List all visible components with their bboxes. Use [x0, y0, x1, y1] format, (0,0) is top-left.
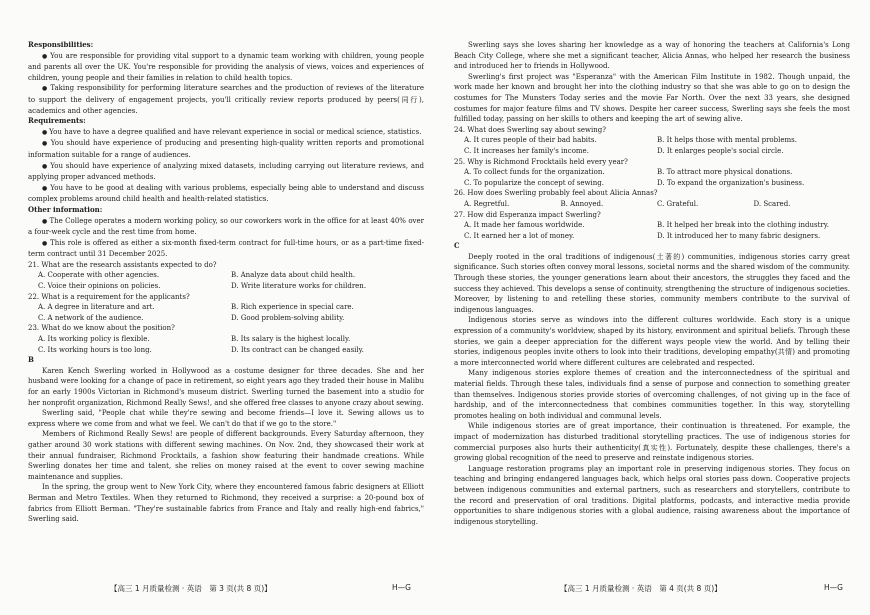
option: A. It made her famous worldwide. [464, 221, 585, 230]
passage-b-paragraph: In the spring, the group went to New York City, where they encountered famous fabric designers at Elliott Berman and Metro Textiles. When they returned to Richmond, they received a surprise: a 20-pound box of fabrics from Elliott Berman. "They're sustainable fabrics from France and Italy and really high-end fabrics," Swerling said. [28, 483, 424, 524]
question-26: 26. How does Swerling probably feel about Alicia Annas? A. Regretful. B. Annoyed. C. Grateful. D. Scared. [454, 188, 850, 209]
requirement-item: ● You should have experience of analyzing mixed datasets, including carrying out literature reviews, and applying proper advanced methods. [28, 161, 424, 183]
question-24: 24. What does Swerling say about sewing? A. It cures people of their bad habits. B. It helps those with mental problems. C. It increases her family's income. D. It enlarges people's social circle. [454, 125, 850, 157]
option: B. To attract more physical donations. [657, 168, 793, 177]
option: D. Its contract can be changed easily. [231, 345, 364, 354]
option: D. Write literature works for children. [231, 282, 367, 291]
option: D. Scared. [753, 199, 791, 208]
option: A. To collect funds for the organization. [464, 168, 605, 177]
passage-c-paragraph: While indigenous stories are of great importance, their continuation is threatened. For example, the impact of modernization has disturbed traditional storytelling practices. The use of indigenous stories for commercial purposes also hurts their authenticity(真实性). Fortunately, despite these challenges, there's a growing global recognition of the need to preserve and reinstate indigenous stories. [454, 422, 850, 463]
page-footer-right: 【高三 1 月质量检测 · 英语 第 4 页(共 8 页)】 [560, 584, 722, 593]
option: A. Regretful. [464, 199, 510, 208]
left-page-column [28, 40, 424, 595]
exam-code-right: H—G [824, 583, 843, 592]
section-b-heading: B [28, 355, 34, 365]
section-c-heading: C [454, 241, 460, 251]
right-page-column [454, 40, 850, 595]
page-footer-left: 【高三 1 月质量检测 · 英语 第 3 页(共 8 页)】 [110, 584, 272, 593]
requirement-item: ● You have to be good at dealing with various problems, especially being able to understand and discuss complex problems around child health and health-related statistics. [28, 183, 424, 205]
passage-c-paragraph: Language restoration programs play an important role in preserving indigenous stories. They focus on teaching and bringing endangered languages back, which helps oral stories pass down. Cooperative projects between indigenous communities and external partners, such as researchers and storytellers, contribute to the record and preservation of oral traditions. Digital platforms, podcasts, and interactive media provide opportunities to share indigenous stories with a global audience, raising awareness about the importance of indigenous storytelling. [454, 464, 850, 526]
option: A. It cures people of their bad habits. [464, 136, 597, 145]
responsibility-item: ● Taking responsibility for performing literature searches and the production of reviews of the literature to support the delivery of engagement projects, you'll critically review reports produced by peers(同行), academics and other agencies. [28, 83, 424, 116]
option: C. It earned her a lot of money. [464, 231, 575, 240]
question-21: 21. What are the research assistants expected to do? A. Cooperate with other agencies. B. Analyze data about child health. C. Voice their opinions on policies. D. Write literature works for children. [28, 260, 424, 292]
option: A. Cooperate with other agencies. [38, 271, 160, 280]
passage-b-paragraph: Swerling said, "People chat while they're sewing and become friends—I love it. Sewing allows us to express where we come from and what we feel. We can't do that if we go to the store." [28, 409, 424, 428]
option: C. To popularize the concept of sewing. [464, 178, 604, 187]
option: C. Its working hours is too long. [38, 345, 152, 354]
passage-b-paragraph: Swerling says she loves sharing her knowledge as a way of honoring the teachers at California's Long Beach City College, where she met a significant teacher, Alicia Annas, who helped her research the business and introduced her to friends in Hollywood. [454, 41, 850, 71]
other-info-item: ● This role is offered as either a six-month fixed-term contract for full-time hours, or as a part-time fixed-term contract until 31 December 2025. [28, 238, 424, 260]
bullet-icon [42, 52, 50, 60]
passage-c-paragraph: Deeply rooted in the oral traditions of indigenous(土著的) communities, indigenous stories carry great significance. Such stories often convey moral lessons, societal norms and the shared wisdom of the community. Through these stories, the younger generations learn about their ancestors, the struggles they faced and the success they achieved. This develops a sense of continuity, strengthening the structure of indigenous societies. Moreover, by listening to and retelling these stories, community members contribute to the survival of indigenous languages. [454, 252, 850, 314]
exam-code-left: H—G [392, 583, 411, 592]
option: B. It helps those with mental problems. [657, 136, 797, 145]
option: A. A degree in literature and art. [38, 303, 155, 312]
option: D. It enlarges people's social circle. [657, 146, 784, 155]
option: D. To expand the organization's business. [657, 178, 805, 187]
passage-b-paragraph: Karen Kench Swerling worked in Hollywood as a costume designer for three decades. She and her husband were looking for a change of pace in retirement, so eight years ago they traded their house in Malibu for an early 1900s Victorian in Richmond's museum district. Swerling turned the basement into a studio for her nonprofit organization, Richmond Really Sews!, and she offered free classes to anyone crazy about sewing. [28, 366, 424, 407]
option: C. A network of the audience. [38, 313, 144, 322]
option: B. Annoyed. [560, 199, 604, 208]
question-27: 27. How did Esperanza impact Swerling? A. It made her famous worldwide. B. It helped her break into the clothing industry. C. It earned her a lot of money. D. It introduced her to many fabric designers. [454, 210, 850, 242]
passage-c-paragraph: Many indigenous stories explore themes of creation and the interconnectedness of the spiritual and material fields. Through these tales, individuals find a sense of purpose and connection to something greater than themselves. Indigenous stories provide stories of overcoming challenges, of not giving up in the face of hardship, and of the interconnectedness that combines communities together. In this way, storytelling promotes healing on both individual and communal levels. [454, 369, 850, 420]
question-23: 23. What do we know about the position? A. Its working policy is flexible. B. Its salary is the highest locally. C. Its working hours is too long. D. Its contract can be changed easily. [28, 323, 424, 355]
option: B. It helped her break into the clothing industry. [657, 221, 830, 230]
other-info-heading: Other information: [28, 204, 103, 214]
option: D. It introduced her to many fabric designers. [657, 231, 821, 240]
requirement-item: ● You should have experience of producing and presenting high-quality written reports and promotional information suitable for a range of audiences. [28, 138, 424, 160]
requirement-item: ● You have to have a degree qualified and have relevant experience in social or medical science, statistics. [28, 127, 424, 139]
passage-b-paragraph: Swerling's first project was "Esperanza" with the American Film Institute in 1982. Though unpaid, the work made her known and brought her into the clothing industry so that she was able to go on to design the costumes for The Munsters Today series and the movie Far North. Over the next 33 years, she designed costumes for major feature films and TV shows. Despite her career success, Swerling says she feels the most fulfilled today, passing on her skills to others and keeping the art of sewing alive. [454, 72, 850, 124]
passage-c-paragraph: Indigenous stories serve as windows into the different cultures worldwide. Each story is a unique expression of a community's worldview, shaped by its history, environment and spiritual beliefs. Through these stories, we gain a deeper appreciation for the different ways people view the world. And by telling their stories, indigenous peoples invite others to look into their traditions, developing empathy(共情) and promoting a more interconnected world where different cultures are celebrated and respected. [454, 316, 850, 367]
passage-b-paragraph: Members of Richmond Really Sews! are people of different backgrounds. Every Saturday afternoon, they gather around 30 work stations with different sewing machines. On Nov. 2nd, they showcased their work at their annual fundraiser, Richmond Frocktails, a fashion show featuring their handmade creations. While Swerling donates her time and talent, she relies on money raised at the event to cover sewing machine maintenance and supplies. [28, 430, 424, 481]
option: C. Grateful. [657, 199, 699, 208]
bullet-icon [42, 239, 50, 247]
responsibility-item: ● You are responsible for providing vital support to a dynamic team working with children, young people and parents all over the UK. You're responsible for providing the analysis of views, voices and experiences of children, young people and their families in relation to child health topics. [28, 51, 424, 84]
responsibilities-heading: Responsibilities: [28, 40, 94, 49]
option: A. Its working policy is flexible. [38, 335, 150, 344]
question-25: 25. Why is Richmond Frocktails held every year? A. To collect funds for the organization. B. To attract more physical donations. C. To popularize the concept of sewing. D. To expand the organization's business. [454, 157, 850, 189]
option: B. Rich experience in special care. [231, 303, 354, 312]
option: B. Its salary is the highest locally. [231, 335, 351, 344]
bullet-icon [42, 184, 50, 192]
option: B. Analyze data about child health. [231, 271, 356, 280]
option: C. It increases her family's income. [464, 146, 589, 155]
option: C. Voice their opinions on policies. [38, 282, 161, 291]
question-22: 22. What is a requirement for the applicants? A. A degree in literature and art. B. Rich experience in special care. C. A network of the audience. D. Good problem-solving ability. [28, 292, 424, 324]
bullet-icon [42, 139, 51, 147]
other-info-item: ● The College operates a modern working policy, so our coworkers work in the office for at least 40% over a four-week cycle and the rest time from home. [28, 216, 424, 238]
requirements-heading: Requirements: [28, 116, 86, 126]
option: D. Good problem-solving ability. [231, 313, 345, 322]
